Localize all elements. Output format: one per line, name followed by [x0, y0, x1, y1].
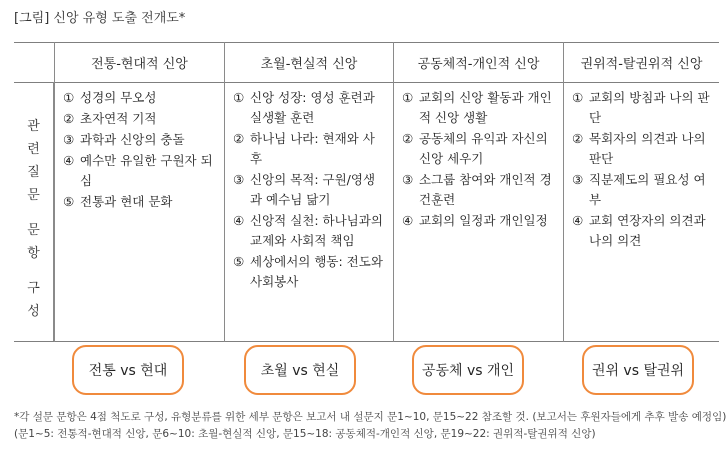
item-number: ⑤ — [63, 194, 75, 209]
item-text: 목회자의 의견과 나의 판단 — [589, 131, 706, 166]
list-item — [402, 211, 555, 231]
list-item — [63, 88, 216, 108]
item-number: ⑤ — [233, 254, 245, 269]
item-text: 신앙적 실천: 하나님과의 교제와 사회적 책임 — [250, 213, 383, 248]
side-char: 관 — [27, 119, 40, 134]
item-number: ② — [572, 131, 584, 146]
column-traditional-modern — [54, 42, 224, 342]
list-item — [63, 109, 216, 129]
list-item — [572, 170, 711, 210]
list-item — [572, 129, 711, 169]
item-text: 과학과 신앙의 충돌 — [80, 132, 185, 147]
item-number: ④ — [63, 153, 75, 168]
list-item — [63, 151, 216, 191]
item-text: 교회 연장자의 의견과 나의 의견 — [589, 213, 706, 248]
list-item — [402, 129, 555, 169]
column-items — [55, 82, 224, 341]
item-text: 교회의 일정과 개인일정 — [419, 213, 548, 228]
item-text: 초자연적 기적 — [80, 111, 157, 126]
side-char: 항 — [27, 246, 40, 261]
column-transcendent-realistic — [224, 42, 394, 342]
item-text: 성경의 무오성 — [80, 90, 157, 105]
side-label — [14, 82, 54, 341]
item-text: 세상에서의 행동: 전도와 사회봉사 — [250, 254, 383, 289]
item-number: ④ — [572, 213, 584, 228]
item-text: 소그룹 참여와 개인적 경건훈련 — [419, 172, 552, 207]
type-label-transcendent-realistic: 초월 vs 현실 — [244, 345, 356, 395]
list-item — [233, 211, 385, 251]
side-char: 련 — [27, 142, 40, 157]
item-number: ① — [63, 90, 75, 105]
item-text: 예수만 유일한 구원자 되심 — [80, 153, 213, 188]
item-number: ② — [402, 131, 414, 146]
item-text: 직분제도의 필요성 여부 — [589, 172, 706, 207]
column-header: 공동체적-개인적 신앙 — [417, 56, 540, 72]
item-number: ③ — [572, 172, 584, 187]
column-items — [564, 82, 719, 341]
list-item — [233, 170, 385, 210]
list-item — [402, 170, 555, 210]
side-char: 질 — [27, 165, 40, 180]
item-text: 하나님 나라: 현재와 사후 — [250, 131, 375, 166]
column-header: 전통-현대적 신앙 — [91, 56, 188, 72]
footnote-line-1: *각 설문 문항은 4점 척도로 구성, 유형분류를 위한 세부 문항은 보고서 내 설문지 문1~10, 문15~22 참조할 것. (보고서는 후원자들에게 추후 발송 예정임) — [14, 411, 727, 423]
type-label-community-individual: 공동체 vs 개인 — [412, 345, 524, 395]
list-item — [233, 129, 385, 169]
footnote-line-2: (문1~5: 전통적-현대적 신앙, 문6~10: 초월-현실적 신앙, 문15~18: 공동체적-개인적 신앙, 문19~22: 권위적-탈권위적 신앙) — [14, 428, 596, 440]
item-text: 교회의 신앙 활동과 개인적 신앙 생활 — [419, 90, 552, 125]
column-authoritative-nonauthoritative — [564, 42, 719, 342]
column-header: 초월-현실적 신앙 — [260, 56, 358, 72]
list-item — [572, 88, 711, 128]
item-number: ② — [63, 111, 75, 126]
item-text: 신앙의 목적: 구원/영생과 예수님 닮기 — [250, 172, 376, 207]
side-char: 문 — [27, 188, 40, 203]
list-item — [572, 211, 711, 251]
column-items — [225, 82, 393, 341]
item-text: 공동체의 유익과 자신의 신앙 세우기 — [419, 131, 548, 166]
type-label-traditional-modern: 전통 vs 현대 — [72, 345, 184, 395]
item-text: 교회의 방침과 나의 판단 — [589, 90, 710, 125]
list-item — [233, 252, 385, 292]
side-char: 구 — [27, 281, 40, 296]
list-item — [63, 130, 216, 150]
figure-title: [그림] 신앙 유형 도출 전개도* — [14, 11, 186, 26]
question-table — [14, 42, 719, 342]
list-item — [233, 88, 385, 128]
type-label-authoritative-nonauthoritative: 권위 vs 탈권위 — [582, 345, 694, 395]
side-char: 성 — [27, 304, 40, 319]
column-items — [394, 82, 563, 341]
item-text: 전통과 현대 문화 — [80, 194, 173, 209]
item-number: ③ — [63, 132, 75, 147]
side-char: 문 — [27, 223, 40, 238]
item-text: 신앙 성장: 영성 훈련과 실생활 훈련 — [250, 90, 375, 125]
item-number: ① — [402, 90, 414, 105]
list-item — [63, 192, 216, 212]
item-number: ① — [572, 90, 584, 105]
list-item — [402, 88, 555, 128]
item-number: ③ — [402, 172, 414, 187]
item-number: ① — [233, 90, 245, 105]
column-header: 권위적-탈권위적 신앙 — [580, 56, 703, 72]
column-community-individual — [394, 42, 564, 342]
item-number: ③ — [233, 172, 245, 187]
item-number: ④ — [402, 213, 414, 228]
item-number: ④ — [233, 213, 245, 228]
item-number: ② — [233, 131, 245, 146]
